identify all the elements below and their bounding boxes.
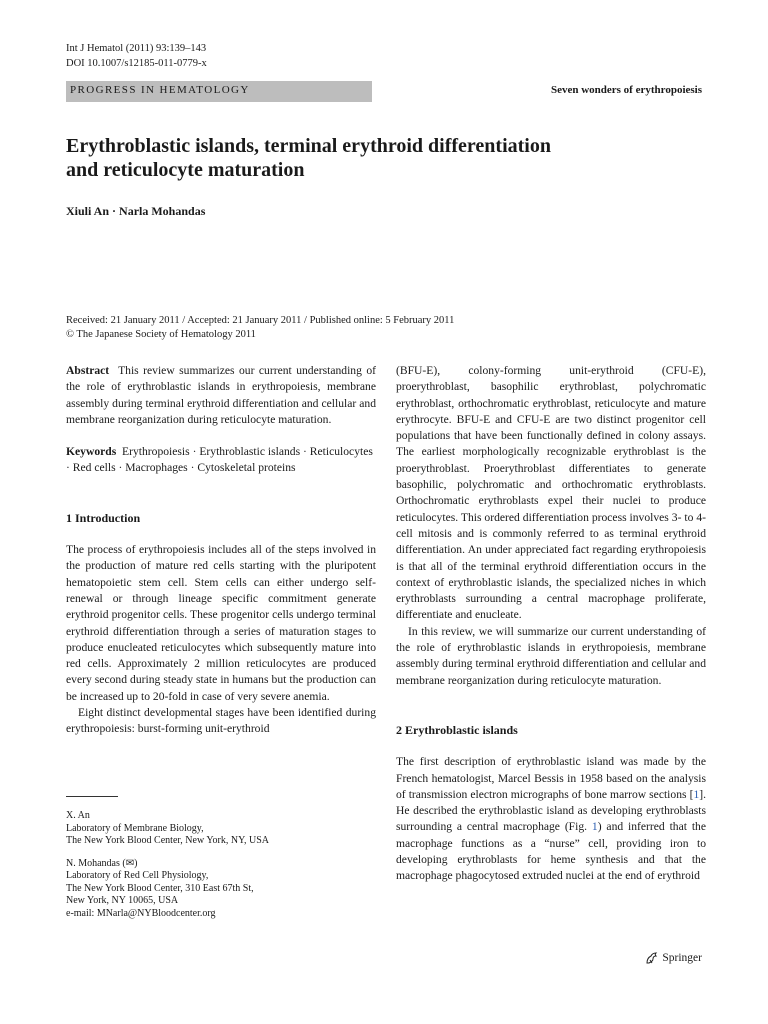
abstract-text: This review summarizes our current understanding of the role of erythroblastic islands in erythropoiesis, membrane assembly during terminal erythroid differentiation and cellular and membrane reorganization during reticulocyte maturation.	[66, 364, 376, 426]
affil-2-name: N. Mohandas (✉)	[66, 857, 138, 869]
affil-1-line-2: The New York Blood Center, New York, NY, USA	[66, 835, 270, 846]
title-line-1: Erythroblastic islands, terminal erythroid differentiation	[66, 135, 551, 157]
doi-line[interactable]: DOI 10.1007/s12185-011-0779-x	[66, 58, 207, 69]
islands-paragraph-1	[396, 754, 706, 884]
publication-dates	[66, 314, 454, 342]
affil-2-line-2: The New York Blood Center, 310 East 67th St,	[66, 882, 254, 894]
copyright-line: © The Japanese Society of Hematology 2011	[66, 329, 256, 340]
islands-heading: 2 Erythroblastic islands	[396, 722, 518, 737]
islands-text-b: ]. He described the erythroblastic island as developing erythroblasts surrounding a central macrophage (Fig.	[396, 787, 706, 834]
affil-2-email[interactable]: e-mail: MNarla@NYBloodcenter.org	[66, 907, 216, 919]
islands-text-a: The first description of erythroblastic island was made by the French hematologist, Marcel Bessis in 1958 based on the analysis of transmission electron micrographs of bone marrow sections [	[396, 755, 706, 801]
affil-1-line-1: Laboratory of Membrane Biology,	[66, 822, 204, 834]
publisher-footer	[644, 951, 702, 965]
intro-paragraph-2-continued: (BFU-E), colony-forming unit-erythroid (CFU-E), proerythroblast, basophilic erythroblast, polychromatic erythroblast, orthochromatic erythroblast, reticulocyte and mature erythrocyte. BFU-E and CFU-E are two distinct progenitor cell populations that have been functionally defined in colony assays. The earliest morphologically recognizable erythroblast is the proerythroblast. Proerythroblast differentiates to generate basophilic, polychromatic and orthochromatic erythroblasts. Orthochromatic erythroblasts expel their nuclei to produce reticulocytes. This ordered differentiation process involves 3- to 4-cell mitosis and is commonly referred to as terminal erythroid differentiation. An under appreciated fact regarding erythropoiesis is that all of the terminal erythroid differentiation occurs in the context of erythroblastic islands, the specialized niches in which erythroblasts surrounding a central macrophage proliferate, differentiate and enucleate.	[396, 364, 706, 622]
section-banner	[66, 81, 372, 102]
affil-2-line-3: New York, NY 10065, USA	[66, 895, 179, 906]
right-column	[396, 363, 706, 885]
author-affiliations	[66, 810, 366, 920]
author-list: Xiuli An · Narla Mohandas	[66, 204, 206, 218]
journal-volume-line: Int J Hematol (2011) 93:139–143	[66, 43, 207, 54]
article-title	[66, 134, 706, 182]
figure-link-1[interactable]: 1	[591, 820, 598, 834]
intro-paragraph-1: The process of erythropoiesis includes all of the steps involved in the production of mature red cells starting with the pluripotent hematopoietic stem cell. Stem cells can either undergo self-renewal or through lineage specific commitment generate erythroid progenitor cells. These progenitor cells undergo terminal erythroid differentiation through a series of maturation stages to produce enucleated reticulocytes which subsequently mature into red cells. Approximately 2 million reticulocytes are produced every second during steady state in humans but the production can be increased up to 20-fold in case of very severe anemia.	[66, 543, 376, 703]
intro-heading: 1 Introduction	[66, 510, 141, 525]
journal-citation	[66, 41, 207, 71]
abstract	[66, 363, 376, 428]
intro-paragraph-3: In this review, we will summarize our current understanding of the role of erythroblastic islands in erythropoiesis, membrane assembly during terminal erythroid differentiation and cellular and membrane reorganization during reticulocyte maturation.	[396, 624, 706, 687]
left-column	[66, 363, 376, 738]
publisher-name: Springer	[662, 952, 702, 964]
section-label: PROGRESS IN HEMATOLOGY	[70, 84, 250, 96]
intro-paragraph-2: Eight distinct developmental stages have been identified during erythropoiesis: burst-forming unit-erythroid	[66, 706, 376, 736]
footnote-divider	[66, 796, 118, 797]
affil-2-line-1: Laboratory of Red Cell Physiology,	[66, 870, 209, 881]
reference-link-1[interactable]: 1	[693, 787, 700, 801]
abstract-label: Abstract	[66, 364, 110, 377]
title-line-2: and reticulocyte maturation	[66, 159, 305, 181]
history-dates: Received: 21 January 2011 / Accepted: 21 January 2011 / Published online: 5 February 2011	[66, 315, 455, 326]
keywords-text: Erythropoiesis · Erythroblastic islands · Reticulocytes · Red cells · Macrophages · Cytoskeletal proteins	[66, 445, 373, 475]
keywords-label: Keywords	[66, 445, 117, 459]
keywords	[66, 444, 376, 477]
series-title: Seven wonders of erythropoiesis	[550, 84, 702, 96]
springer-horse-icon	[644, 951, 658, 965]
islands-text-c: ) and inferred that the macrophage functions as a “nurse” cell, providing iron to developing erythroblasts for heme synthesis and that the macrophage phagocytosed extruded nuclei at the end of erythroid	[396, 820, 706, 883]
affil-1-name: X. An	[66, 810, 90, 821]
